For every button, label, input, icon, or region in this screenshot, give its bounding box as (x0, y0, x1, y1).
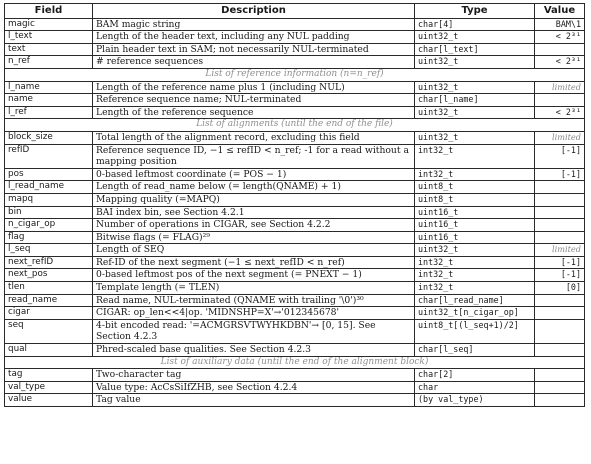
type-cell: uint16_t (415, 231, 535, 244)
field-cell: read_name (5, 294, 93, 307)
value-cell (535, 94, 585, 107)
description-cell: Length of SEQ (93, 244, 415, 257)
type-cell: uint8_t (415, 181, 535, 194)
table-row (5, 206, 585, 219)
table-row (5, 244, 585, 257)
description-cell: Reference sequence ID, −1 ≤ refID < n_ref; -1 for a read without a mapping position (93, 144, 415, 168)
section-row (5, 356, 585, 369)
section-row (5, 119, 585, 132)
description-cell: 0-based leftmost coordinate (= POS − 1) (93, 168, 415, 181)
section-row (5, 68, 585, 81)
field-cell: l_read_name (5, 181, 93, 194)
field-cell: cigar (5, 307, 93, 320)
value-cell: < 2³¹ (535, 31, 585, 44)
type-cell: char (415, 381, 535, 394)
type-cell: uint32_t (415, 131, 535, 144)
value-cell (535, 344, 585, 357)
field-cell: block_size (5, 131, 93, 144)
type-cell: char[2] (415, 369, 535, 382)
header-row (5, 4, 585, 19)
value-cell (535, 381, 585, 394)
table-row (5, 81, 585, 94)
description-cell: Reference sequence name; NUL-terminated (93, 94, 415, 107)
type-cell: uint32_t (415, 244, 535, 257)
value-cell (535, 394, 585, 407)
field-cell: pos (5, 168, 93, 181)
table-row (5, 106, 585, 119)
type-cell: int32_t (415, 168, 535, 181)
description-cell: Phred-scaled base qualities. See Section 4.2.3 (93, 344, 415, 357)
description-cell: CIGAR: op_len<<4|op. 'MIDNSHP=X'→'012345678' (93, 307, 415, 320)
value-cell (535, 307, 585, 320)
table-row (5, 219, 585, 232)
description-cell: Length of the reference sequence (93, 106, 415, 119)
field-cell: qual (5, 344, 93, 357)
description-cell: Template length (= TLEN) (93, 282, 415, 295)
table-row (5, 31, 585, 44)
bam-format-table-page (4, 3, 584, 407)
header-description: Description (93, 4, 415, 19)
table-row (5, 231, 585, 244)
description-cell: Total length of the alignment record, excluding this field (93, 131, 415, 144)
description-cell: Length of the header text, including any NUL padding (93, 31, 415, 44)
value-cell (535, 319, 585, 343)
description-cell: 0-based leftmost pos of the next segment (= PNEXT − 1) (93, 269, 415, 282)
type-cell: (by val_type) (415, 394, 535, 407)
type-cell: int32_t (415, 144, 535, 168)
field-cell: l_ref (5, 106, 93, 119)
table-row (5, 193, 585, 206)
type-cell: int32_t (415, 256, 535, 269)
table-row (5, 94, 585, 107)
value-cell (535, 193, 585, 206)
value-cell: [0] (535, 282, 585, 295)
table-row (5, 394, 585, 407)
description-cell: # reference sequences (93, 56, 415, 69)
value-cell: [-1] (535, 256, 585, 269)
value-cell: BAM\1 (535, 18, 585, 31)
table-row (5, 381, 585, 394)
field-cell: magic (5, 18, 93, 31)
value-cell (535, 369, 585, 382)
table-row (5, 269, 585, 282)
value-cell: < 2³¹ (535, 106, 585, 119)
field-cell: mapq (5, 193, 93, 206)
type-cell: int32_t (415, 269, 535, 282)
field-cell: l_seq (5, 244, 93, 257)
type-cell: uint32_t (415, 31, 535, 44)
table-row (5, 369, 585, 382)
value-cell: limited (535, 81, 585, 94)
table-row (5, 18, 585, 31)
table-row (5, 256, 585, 269)
value-cell: [-1] (535, 168, 585, 181)
value-cell (535, 43, 585, 56)
description-cell: 4-bit encoded read: '=ACMGRSVTWYHKDBN'→ [0, 15]. See Section 4.2.3 (93, 319, 415, 343)
description-cell: Value type: AcCsSiIfZHB, see Section 4.2.4 (93, 381, 415, 394)
table-row (5, 282, 585, 295)
field-cell: val_type (5, 381, 93, 394)
section-alignments-label: List of alignments (until the end of the file) (5, 119, 585, 132)
value-cell (535, 206, 585, 219)
value-cell: limited (535, 131, 585, 144)
field-cell: value (5, 394, 93, 407)
value-cell (535, 294, 585, 307)
table-row (5, 168, 585, 181)
field-cell: text (5, 43, 93, 56)
field-cell: refID (5, 144, 93, 168)
type-cell: uint32_t (415, 56, 535, 69)
field-cell: l_name (5, 81, 93, 94)
description-cell: Plain header text in SAM; not necessarily NUL-terminated (93, 43, 415, 56)
description-cell: BAI index bin, see Section 4.2.1 (93, 206, 415, 219)
value-cell: [-1] (535, 269, 585, 282)
table-row (5, 131, 585, 144)
field-cell: name (5, 94, 93, 107)
field-cell: seq (5, 319, 93, 343)
type-cell: char[l_text] (415, 43, 535, 56)
description-cell: Mapping quality (=MAPQ) (93, 193, 415, 206)
type-cell: int32_t (415, 282, 535, 295)
type-cell: char[l_name] (415, 94, 535, 107)
header-value: Value (535, 4, 585, 19)
table-row (5, 56, 585, 69)
description-cell: Two-character tag (93, 369, 415, 382)
table-row (5, 307, 585, 320)
field-cell: tag (5, 369, 93, 382)
field-cell: l_text (5, 31, 93, 44)
field-cell: n_cigar_op (5, 219, 93, 232)
value-cell: limited (535, 244, 585, 257)
field-cell: next_pos (5, 269, 93, 282)
field-cell: tlen (5, 282, 93, 295)
value-cell (535, 231, 585, 244)
description-cell: Bitwise flags (= FLAG)²⁹ (93, 231, 415, 244)
value-cell: < 2³¹ (535, 56, 585, 69)
type-cell: uint8_t (415, 193, 535, 206)
type-cell: uint8_t[(l_seq+1)/2] (415, 319, 535, 343)
table-row (5, 319, 585, 343)
field-cell: n_ref (5, 56, 93, 69)
section-references-label: List of reference information (n=n_ref) (5, 68, 585, 81)
description-cell: Length of read_name below (= length(QNAME) + 1) (93, 181, 415, 194)
description-cell: Length of the reference name plus 1 (including NUL) (93, 81, 415, 94)
value-cell (535, 181, 585, 194)
field-cell: bin (5, 206, 93, 219)
type-cell: char[l_read_name] (415, 294, 535, 307)
table-row (5, 344, 585, 357)
value-cell: [-1] (535, 144, 585, 168)
table-row (5, 43, 585, 56)
type-cell: uint16_t (415, 219, 535, 232)
section-auxiliary-label: List of auxiliary data (until the end of the alignment block) (5, 356, 585, 369)
type-cell: uint32_t (415, 106, 535, 119)
type-cell: uint32_t (415, 81, 535, 94)
description-cell: Read name, NUL-terminated (QNAME with trailing '\0')³⁰ (93, 294, 415, 307)
description-cell: Ref-ID of the next segment (−1 ≤ next_refID < n_ref) (93, 256, 415, 269)
field-cell: flag (5, 231, 93, 244)
header-type: Type (415, 4, 535, 19)
table-row (5, 181, 585, 194)
description-cell: Tag value (93, 394, 415, 407)
table-row (5, 144, 585, 168)
value-cell (535, 219, 585, 232)
type-cell: uint16_t (415, 206, 535, 219)
type-cell: uint32_t[n_cigar_op] (415, 307, 535, 320)
description-cell: BAM magic string (93, 18, 415, 31)
type-cell: char[l_seq] (415, 344, 535, 357)
table-row (5, 294, 585, 307)
header-field: Field (5, 4, 93, 19)
type-cell: char[4] (415, 18, 535, 31)
bam-format-table (4, 3, 585, 407)
description-cell: Number of operations in CIGAR, see Section 4.2.2 (93, 219, 415, 232)
field-cell: next_refID (5, 256, 93, 269)
